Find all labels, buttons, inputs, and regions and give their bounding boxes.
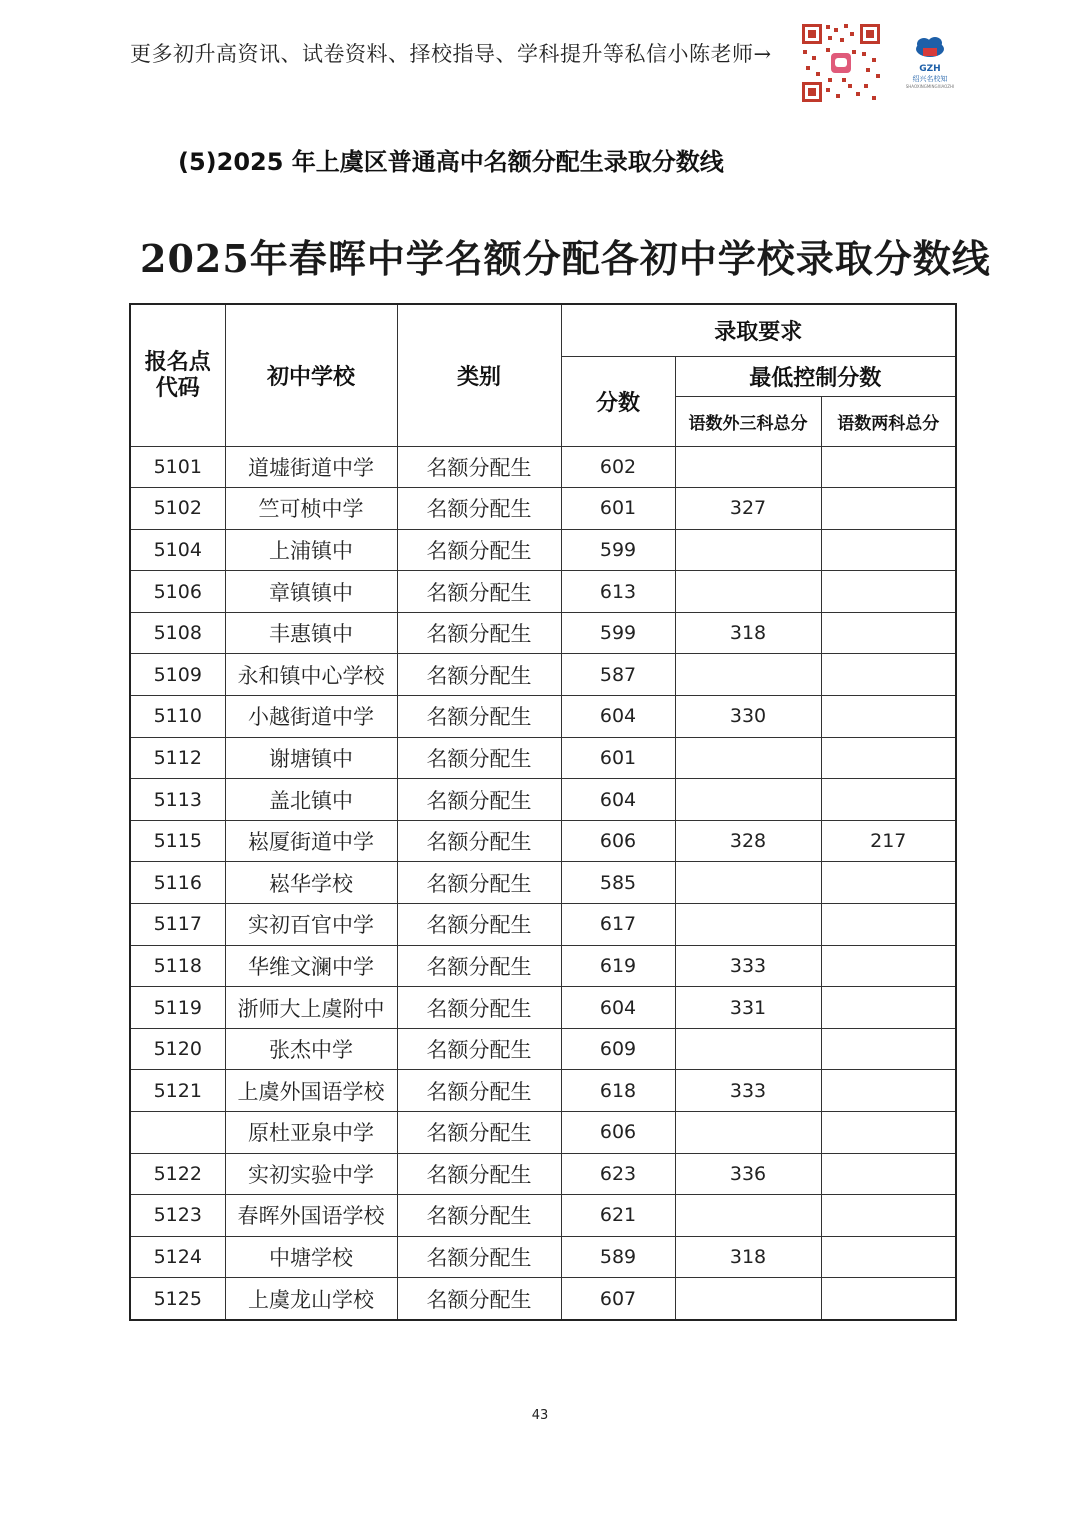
cell-score: 609 xyxy=(561,1028,675,1070)
cell-three-subject: 327 xyxy=(675,488,821,530)
header-two-subject: 语数两科总分 xyxy=(821,396,956,446)
cell-three-subject xyxy=(675,1195,821,1237)
cell-school: 华维文澜中学 xyxy=(225,945,397,987)
cell-code: 5109 xyxy=(130,654,225,696)
cell-score: 617 xyxy=(561,904,675,946)
table-row xyxy=(130,654,956,696)
table-row xyxy=(130,945,956,987)
cell-category: 名额分配生 xyxy=(397,862,561,904)
cell-two-subject xyxy=(821,696,956,738)
cell-two-subject xyxy=(821,862,956,904)
cell-category: 名额分配生 xyxy=(397,904,561,946)
cell-three-subject: 328 xyxy=(675,820,821,862)
cell-three-subject: 331 xyxy=(675,987,821,1029)
table-row xyxy=(130,1236,956,1278)
cell-code: 5123 xyxy=(130,1195,225,1237)
table-row xyxy=(130,488,956,530)
cell-category: 名额分配生 xyxy=(397,1195,561,1237)
cell-category: 名额分配生 xyxy=(397,779,561,821)
table-row xyxy=(130,737,956,779)
cell-school: 小越街道中学 xyxy=(225,696,397,738)
cell-score: 621 xyxy=(561,1195,675,1237)
cell-code: 5104 xyxy=(130,529,225,571)
cell-two-subject xyxy=(821,737,956,779)
cell-code: 5118 xyxy=(130,945,225,987)
table-row xyxy=(130,904,956,946)
cloud-icon xyxy=(913,36,947,58)
cell-three-subject xyxy=(675,737,821,779)
cell-two-subject xyxy=(821,1112,956,1154)
cell-three-subject: 330 xyxy=(675,696,821,738)
table-row xyxy=(130,1112,956,1154)
cell-category: 名额分配生 xyxy=(397,945,561,987)
cell-code xyxy=(130,1112,225,1154)
cell-three-subject xyxy=(675,529,821,571)
cell-category: 名额分配生 xyxy=(397,696,561,738)
cell-score: 604 xyxy=(561,987,675,1029)
cell-school: 中塘学校 xyxy=(225,1236,397,1278)
cell-school: 原杜亚泉中学 xyxy=(225,1112,397,1154)
cell-code: 5117 xyxy=(130,904,225,946)
cell-three-subject xyxy=(675,654,821,696)
cell-two-subject xyxy=(821,446,956,488)
cell-two-subject xyxy=(821,612,956,654)
cell-category: 名额分配生 xyxy=(397,820,561,862)
cell-code: 5125 xyxy=(130,1278,225,1320)
cell-code: 5102 xyxy=(130,488,225,530)
cell-code: 5112 xyxy=(130,737,225,779)
qr-code-icon xyxy=(800,22,882,104)
cell-category: 名额分配生 xyxy=(397,1070,561,1112)
cell-category: 名额分配生 xyxy=(397,1278,561,1320)
cell-two-subject xyxy=(821,1070,956,1112)
cell-score: 599 xyxy=(561,529,675,571)
cell-school: 谢塘镇中 xyxy=(225,737,397,779)
cell-category: 名额分配生 xyxy=(397,987,561,1029)
table-row xyxy=(130,571,956,613)
cell-school: 道墟街道中学 xyxy=(225,446,397,488)
logo-english-text: SHAOXINGMINGXIAOZHI xyxy=(905,84,955,89)
cell-school: 上虞外国语学校 xyxy=(225,1070,397,1112)
cell-three-subject xyxy=(675,571,821,613)
cell-two-subject xyxy=(821,987,956,1029)
cell-three-subject: 318 xyxy=(675,1236,821,1278)
table-row xyxy=(130,446,956,488)
table-row xyxy=(130,987,956,1029)
logo-chinese-text: 绍兴名校知 xyxy=(912,75,948,83)
brand-logo xyxy=(905,36,955,96)
cell-school: 春晖外国语学校 xyxy=(225,1195,397,1237)
cell-two-subject xyxy=(821,1195,956,1237)
logo-text: GZH xyxy=(919,64,941,74)
table-row xyxy=(130,1195,956,1237)
cell-category: 名额分配生 xyxy=(397,612,561,654)
cell-two-subject xyxy=(821,1153,956,1195)
header-min-control: 最低控制分数 xyxy=(675,356,956,396)
cell-code: 5101 xyxy=(130,446,225,488)
cell-score: 587 xyxy=(561,654,675,696)
cell-school: 盖北镇中 xyxy=(225,779,397,821)
cell-school: 章镇镇中 xyxy=(225,571,397,613)
cell-school: 永和镇中心学校 xyxy=(225,654,397,696)
header-score: 分数 xyxy=(561,356,675,446)
cell-two-subject xyxy=(821,529,956,571)
cell-school: 崧华学校 xyxy=(225,862,397,904)
admission-score-table xyxy=(129,303,957,1321)
header-three-subject: 语数外三科总分 xyxy=(675,396,821,446)
cell-two-subject: 217 xyxy=(821,820,956,862)
cell-three-subject xyxy=(675,779,821,821)
cell-school: 张杰中学 xyxy=(225,1028,397,1070)
table-row xyxy=(130,820,956,862)
cell-code: 5113 xyxy=(130,779,225,821)
cell-score: 613 xyxy=(561,571,675,613)
cell-code: 5120 xyxy=(130,1028,225,1070)
cell-three-subject xyxy=(675,1112,821,1154)
cell-three-subject: 333 xyxy=(675,945,821,987)
cell-score: 618 xyxy=(561,1070,675,1112)
cell-three-subject xyxy=(675,904,821,946)
header-category: 类别 xyxy=(397,304,561,446)
cell-category: 名额分配生 xyxy=(397,1112,561,1154)
cell-school: 上虞龙山学校 xyxy=(225,1278,397,1320)
cell-two-subject xyxy=(821,571,956,613)
header-school: 初中学校 xyxy=(225,304,397,446)
cell-code: 5115 xyxy=(130,820,225,862)
section-title: (5)2025 年上虞区普通高中名额分配生录取分数线 xyxy=(178,148,724,176)
cell-score: 585 xyxy=(561,862,675,904)
cell-category: 名额分配生 xyxy=(397,654,561,696)
cell-score: 606 xyxy=(561,820,675,862)
cell-score: 604 xyxy=(561,779,675,821)
promo-header-text: 更多初升高资讯、试卷资料、择校指导、学科提升等私信小陈老师→ xyxy=(130,42,772,66)
cell-score: 607 xyxy=(561,1278,675,1320)
cell-three-subject xyxy=(675,446,821,488)
cell-score: 601 xyxy=(561,488,675,530)
cell-two-subject xyxy=(821,904,956,946)
table-row xyxy=(130,862,956,904)
cell-school: 浙师大上虞附中 xyxy=(225,987,397,1029)
cell-school: 崧厦街道中学 xyxy=(225,820,397,862)
cell-category: 名额分配生 xyxy=(397,1153,561,1195)
cell-three-subject xyxy=(675,1028,821,1070)
cell-school: 竺可桢中学 xyxy=(225,488,397,530)
table-row xyxy=(130,1153,956,1195)
table-body xyxy=(130,446,956,1320)
cell-category: 名额分配生 xyxy=(397,488,561,530)
cell-school: 实初实验中学 xyxy=(225,1153,397,1195)
cell-two-subject xyxy=(821,488,956,530)
cell-score: 599 xyxy=(561,612,675,654)
header-requirements: 录取要求 xyxy=(561,304,956,356)
cell-score: 606 xyxy=(561,1112,675,1154)
cell-school: 上浦镇中 xyxy=(225,529,397,571)
cell-code: 5108 xyxy=(130,612,225,654)
cell-two-subject xyxy=(821,654,956,696)
cell-three-subject: 318 xyxy=(675,612,821,654)
cell-code: 5116 xyxy=(130,862,225,904)
cell-category: 名额分配生 xyxy=(397,1236,561,1278)
cell-code: 5124 xyxy=(130,1236,225,1278)
cell-score: 623 xyxy=(561,1153,675,1195)
table-row xyxy=(130,779,956,821)
cell-category: 名额分配生 xyxy=(397,446,561,488)
cell-three-subject: 333 xyxy=(675,1070,821,1112)
cell-two-subject xyxy=(821,1236,956,1278)
cell-category: 名额分配生 xyxy=(397,529,561,571)
table-title: 2025年春晖中学名额分配各初中学校录取分数线 xyxy=(140,236,991,281)
table-row xyxy=(130,696,956,738)
cell-score: 619 xyxy=(561,945,675,987)
header-code: 报名点代码 xyxy=(130,304,225,446)
cell-category: 名额分配生 xyxy=(397,1028,561,1070)
cell-code: 5110 xyxy=(130,696,225,738)
page-number: 43 xyxy=(531,1408,549,1423)
cell-three-subject xyxy=(675,1278,821,1320)
cell-score: 604 xyxy=(561,696,675,738)
cell-code: 5106 xyxy=(130,571,225,613)
cell-two-subject xyxy=(821,1278,956,1320)
cell-code: 5121 xyxy=(130,1070,225,1112)
cell-code: 5122 xyxy=(130,1153,225,1195)
cell-school: 丰惠镇中 xyxy=(225,612,397,654)
cell-three-subject: 336 xyxy=(675,1153,821,1195)
table-row xyxy=(130,612,956,654)
cell-category: 名额分配生 xyxy=(397,737,561,779)
cell-two-subject xyxy=(821,1028,956,1070)
cell-school: 实初百官中学 xyxy=(225,904,397,946)
cell-score: 602 xyxy=(561,446,675,488)
cell-two-subject xyxy=(821,779,956,821)
cell-three-subject xyxy=(675,862,821,904)
cell-two-subject xyxy=(821,945,956,987)
cell-score: 589 xyxy=(561,1236,675,1278)
table-row xyxy=(130,1278,956,1320)
cell-score: 601 xyxy=(561,737,675,779)
cell-category: 名额分配生 xyxy=(397,571,561,613)
cell-code: 5119 xyxy=(130,987,225,1029)
table-row xyxy=(130,1028,956,1070)
table-row xyxy=(130,529,956,571)
table-row xyxy=(130,1070,956,1112)
